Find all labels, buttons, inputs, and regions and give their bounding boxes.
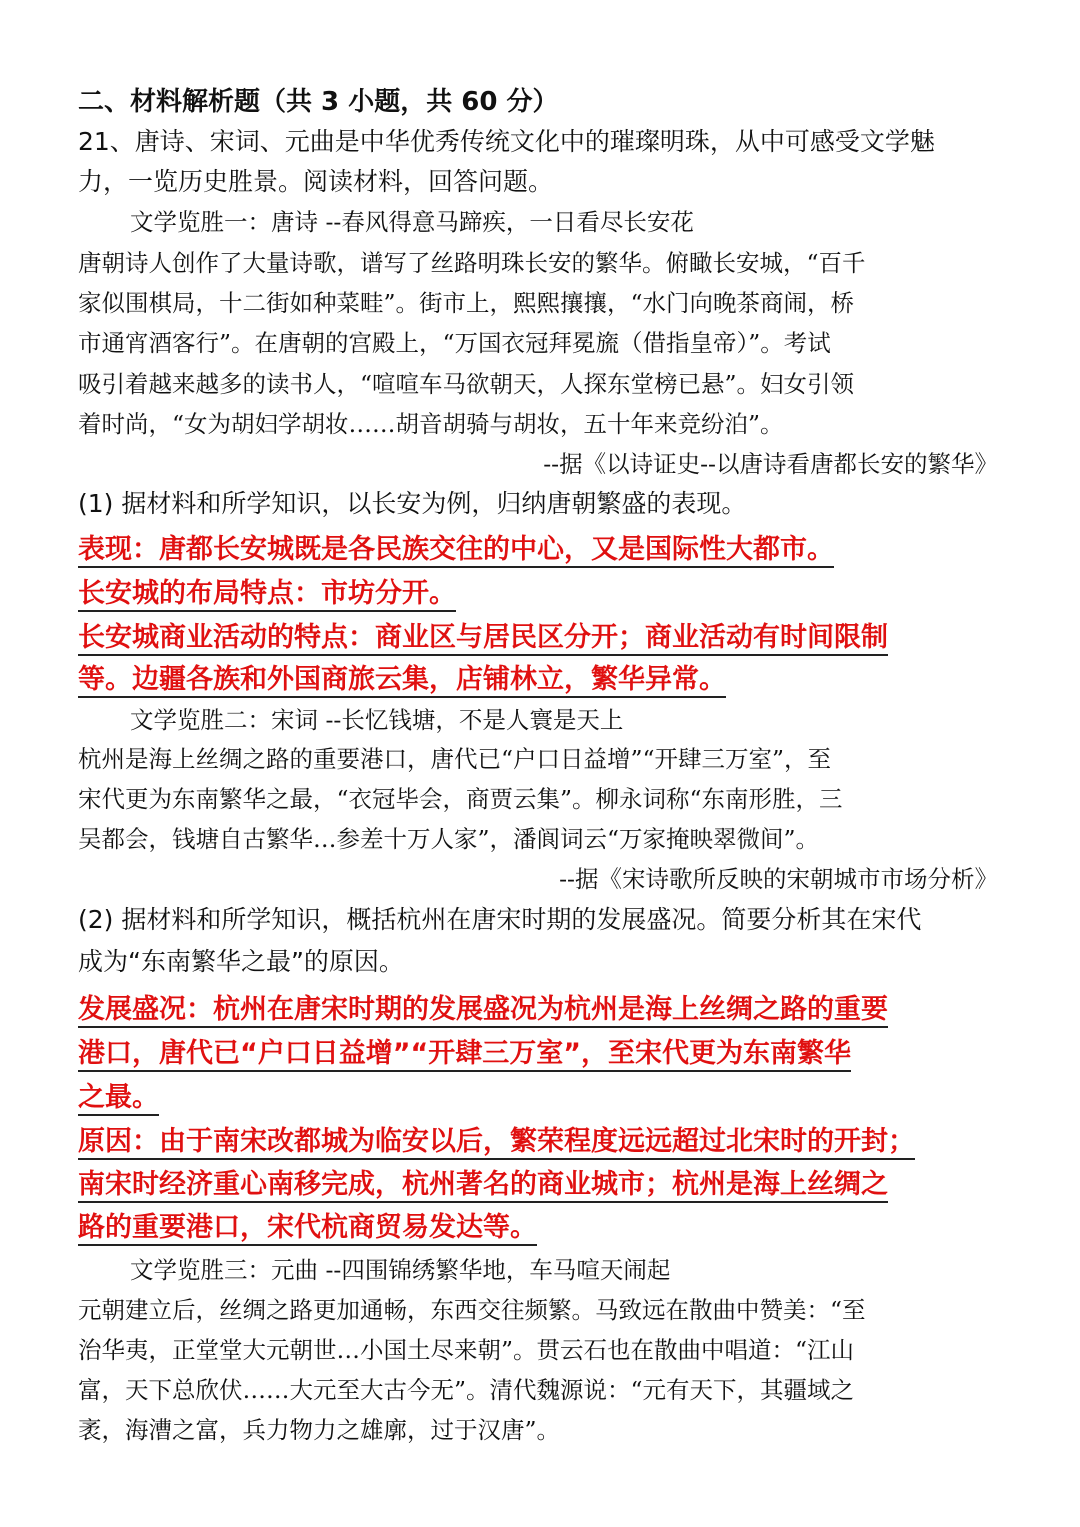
material-3-line: 富，天下总欣伏……大元至大古今无”。清代魏源说：“元有天下，其疆域之 <box>78 1376 855 1404</box>
answer-1-line: 长安城的布局特点：市坊分开。 <box>78 572 456 616</box>
answer-2-line: 南宋时经济重心南移完成，杭州著名的商业城市；杭州是海上丝绸之 <box>78 1163 888 1207</box>
question-intro-line-2: 力，一览历史胜景。阅读材料，回答问题。 <box>78 167 554 196</box>
sub-question-2-line: 成为“东南繁华之最”的原因。 <box>78 947 404 976</box>
material-1-source: --据《以诗证史--以唐诗看唐都长安的繁华》 <box>543 450 998 478</box>
answer-2-line: 路的重要港口，宋代杭商贸易发达等。 <box>78 1206 537 1250</box>
material-1-line: 市通宵酒客行”。在唐朝的宫殿上，“万国衣冠拜冕旒（借指皇帝）”。考试 <box>78 329 831 357</box>
material-2-line: 吴都会，钱塘自古繁华…参差十万人家”，潘阆词云“万家掩映翠微间”。 <box>78 825 820 853</box>
material-2-source: --据《宋诗歌所反映的宋朝城市市场分析》 <box>559 865 998 893</box>
material-1-line: 家似围棋局，十二街如种菜畦”。街市上，熙熙攘攘，“水门向晚茶商闹，桥 <box>78 289 855 317</box>
material-1-line: 着时尚，“女为胡妇学胡妆……胡音胡骑与胡妆，五十年来竞纷泊”。 <box>78 410 784 438</box>
answer-2-line: 原因：由于南宋改都城为临安以后，繁荣程度远远超过北宋时的开封； <box>78 1120 915 1164</box>
sub-question-1: (1) 据材料和所学知识，以长安为例，归纳唐朝繁盛的表现。 <box>78 489 747 518</box>
material-2-title: 文学览胜二：宋词 --长忆钱塘，不是人寰是天上 <box>130 706 624 734</box>
material-3-line: 元朝建立后，丝绸之路更加通畅，东西交往频繁。马致远在散曲中赞美：“至 <box>78 1296 866 1324</box>
answer-2-line: 之最。 <box>78 1076 159 1120</box>
answer-2-line: 港口，唐代已“户口日益增”“开肆三万室”，至宋代更为东南繁华 <box>78 1032 851 1076</box>
material-2-line: 杭州是海上丝绸之路的重要港口，唐代已“户口日益增”“开肆三万室”，至 <box>78 745 832 773</box>
material-3-line: 治华夷，正堂堂大元朝世…小国土尽来朝”。贯云石也在散曲中唱道：“江山 <box>78 1336 855 1364</box>
answer-2-line: 发展盛况：杭州在唐宋时期的发展盛况为杭州是海上丝绸之路的重要 <box>78 988 888 1032</box>
material-3-title: 文学览胜三：元曲 --四围锦绣繁华地，车马喧天闹起 <box>130 1256 671 1284</box>
material-3-line: 袤，海漕之富，兵力物力之雄廓，过于汉唐”。 <box>78 1416 561 1444</box>
section-title: 二、材料解析题（共 3 小题，共 60 分） <box>78 87 559 117</box>
answer-1-line: 表现：唐都长安城既是各民族交往的中心，又是国际性大都市。 <box>78 528 834 572</box>
material-1-line: 吸引着越来越多的读书人，“喧喧车马欲朝天，人探东堂榜已悬”。妇女引领 <box>78 370 855 398</box>
question-intro-line-1: 21、唐诗、宋词、元曲是中华优秀传统文化中的璀璨明珠，从中可感受文学魅 <box>78 127 935 156</box>
answer-1-line: 长安城商业活动的特点：商业区与居民区分开；商业活动有时间限制 <box>78 616 888 660</box>
material-2-line: 宋代更为东南繁华之最，“衣冠毕会，商贾云集”。柳永词称“东南形胜，三 <box>78 785 843 813</box>
answer-1-line: 等。边疆各族和外国商旅云集，店铺林立，繁华异常。 <box>78 658 726 702</box>
material-1-title: 文学览胜一：唐诗 --春风得意马蹄疾，一日看尽长安花 <box>130 208 694 236</box>
material-1-line: 唐朝诗人创作了大量诗歌，谱写了丝路明珠长安的繁华。俯瞰长安城，“百千 <box>78 249 866 277</box>
sub-question-2-line: (2) 据材料和所学知识，概括杭州在唐宋时期的发展盛况。简要分析其在宋代 <box>78 905 922 934</box>
